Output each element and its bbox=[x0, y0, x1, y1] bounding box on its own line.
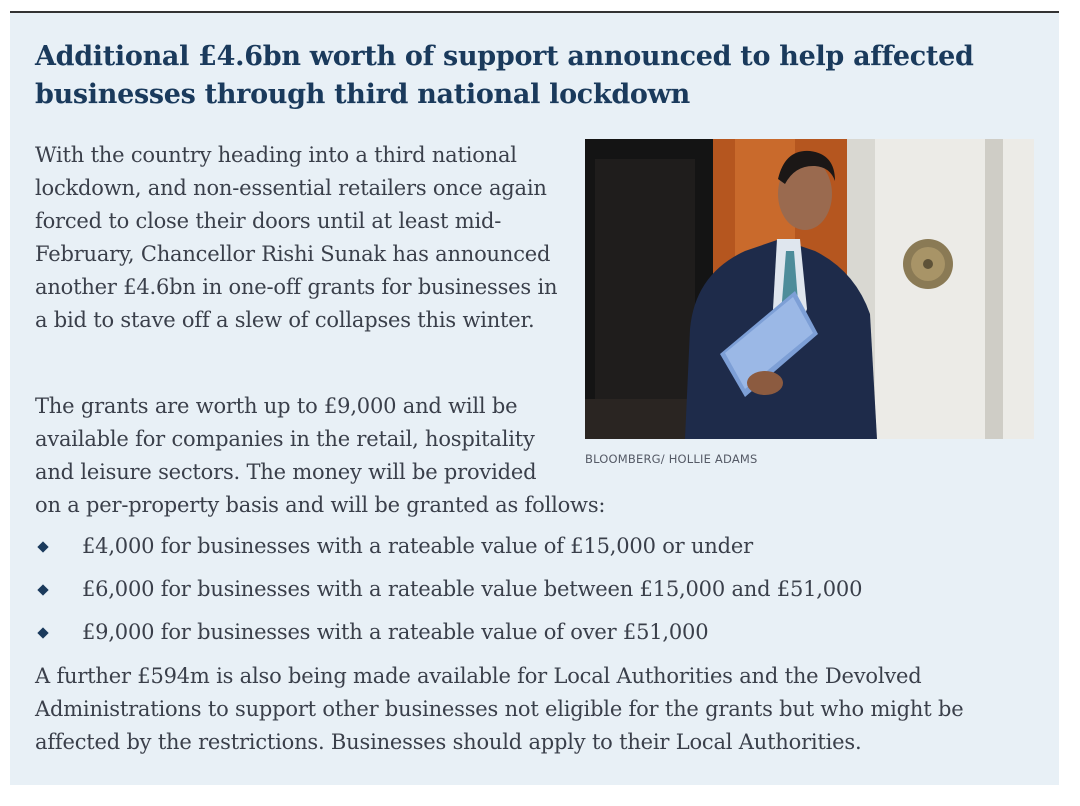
intro-paragraph: With the country heading into a third national lockdown, and non-essential retailers once again forced to close their doors until at least mid-February, Chancellor Rishi Sunak has announced another £4.6bn in one-off grants for businesses in a bid to stave off a slew of collapses this winter. bbox=[35, 143, 558, 332]
grants-paragraph-line: on a per-property basis and will be granted as follows: bbox=[35, 493, 606, 517]
chancellor-photo bbox=[585, 139, 1034, 439]
grants-paragraph-line: The grants are worth up to £9,000 and will be bbox=[35, 394, 518, 418]
list-item bbox=[35, 530, 1035, 573]
list-item bbox=[35, 573, 1035, 616]
grants-paragraph-line: available for companies in the retail, hospitality bbox=[35, 427, 535, 451]
diamond-bullet-icon bbox=[37, 627, 48, 638]
list-item-text: £9,000 for businesses with a rateable value of over £51,000 bbox=[82, 620, 709, 644]
list-item bbox=[35, 616, 1035, 659]
diamond-bullet-icon bbox=[37, 584, 48, 595]
diamond-bullet-icon bbox=[37, 541, 48, 552]
article-headline: Additional £4.6bn worth of support announced to help affected businesses through third national lockdown bbox=[35, 41, 974, 110]
list-item-text: £6,000 for businesses with a rateable value between £15,000 and £51,000 bbox=[82, 577, 863, 601]
grant-tiers-list bbox=[35, 530, 1035, 659]
grants-paragraph-line: and leisure sectors. The money will be provided bbox=[35, 460, 537, 484]
photo-caption: BLOOMBERG/ HOLLIE ADAMS bbox=[585, 452, 758, 466]
local-authorities-paragraph: A further £594m is also being made available for Local Authorities and the Devolved Administrations to support other businesses not eligible for the grants but who might be affected by the restrictions. Businesses should apply to their Local Authorities. bbox=[35, 664, 964, 754]
list-item-text: £4,000 for businesses with a rateable value of £15,000 or under bbox=[82, 534, 753, 558]
